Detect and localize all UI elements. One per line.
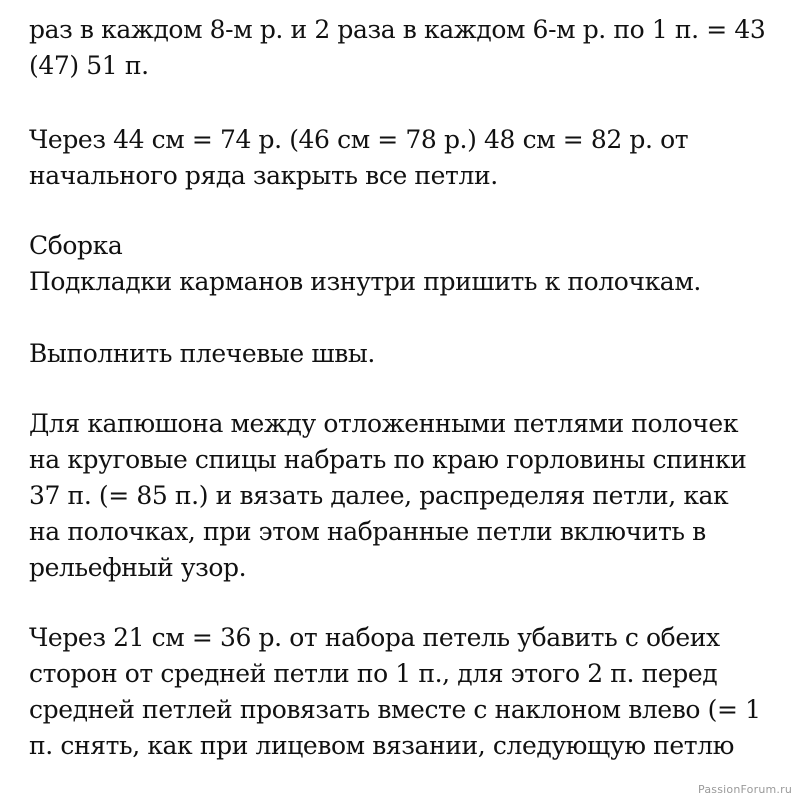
watermark: PassionForum.ru bbox=[698, 783, 792, 796]
text-line: на круговые спицы набрать по краю горловины спинки bbox=[29, 445, 747, 474]
text-line: Через 44 см = 74 р. (46 см = 78 р.) 48 см = 82 р. от bbox=[29, 125, 689, 154]
text-line: Для капюшона между отложенными петлями полочек bbox=[29, 409, 739, 438]
text-line: средней петлей провязать вместе с наклоном влево (= 1 bbox=[29, 695, 761, 724]
text-line: начального ряда закрыть все петли. bbox=[29, 161, 498, 190]
text-line: Через 21 см = 36 р. от набора петель убавить с обеих bbox=[29, 623, 720, 652]
text-line: Выполнить плечевые швы. bbox=[29, 339, 375, 368]
text-line: сторон от средней петли по 1 п., для этого 2 п. перед bbox=[29, 659, 718, 688]
text-line: раз в каждом 8-м р. и 2 раза в каждом 6-м р. по 1 п. = 43 bbox=[29, 15, 766, 44]
section-heading: Сборка bbox=[29, 231, 123, 260]
text-line: (47) 51 п. bbox=[29, 51, 149, 80]
text-line: на полочках, при этом набранные петли включить в bbox=[29, 517, 706, 546]
text-line: Подкладки карманов изнутри пришить к полочкам. bbox=[29, 267, 701, 296]
text-line: 37 п. (= 85 п.) и вязать далее, распределяя петли, как bbox=[29, 481, 729, 510]
text-line: п. снять, как при лицевом вязании, следующую петлю bbox=[29, 731, 735, 760]
text-line: рельефный узор. bbox=[29, 553, 247, 582]
